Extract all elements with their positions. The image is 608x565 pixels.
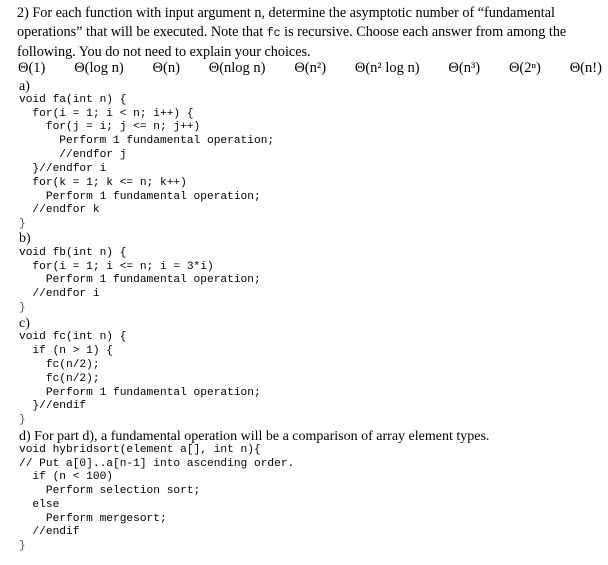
code-line: if (n > 1) {: [19, 345, 113, 357]
code-line: }: [19, 302, 26, 314]
header-line-3: following. You do not need to explain your choices.: [17, 44, 311, 60]
code-line: }: [19, 414, 26, 426]
part-d-text: d) For part d), a fundamental operation will be a comparison of array element types.: [19, 429, 490, 444]
code-line: fc(n/2);: [19, 373, 100, 385]
code-line: fc(n/2);: [19, 359, 100, 371]
code-line: for(k = 1; k <= n; k++): [19, 177, 187, 189]
code-line: //endfor j: [19, 149, 127, 161]
choice-item: Θ(n²): [294, 60, 327, 76]
code-line: void hybridsort(element a[], int n){: [19, 444, 261, 456]
header-inline-code: fc: [266, 26, 281, 40]
code-line: Perform selection sort;: [19, 485, 201, 497]
code-line: Perform mergesort;: [19, 513, 167, 525]
code-line: //endfor k: [19, 204, 100, 216]
header-line-2-pre: operations” that will be executed. Note that: [17, 23, 267, 40]
code-line: //endif: [19, 526, 80, 538]
choice-item: Θ(n): [152, 60, 180, 76]
code-line: }//endif: [19, 400, 87, 412]
code-line: Perform 1 fundamental operation;: [19, 135, 275, 147]
choice-item: Θ(nlog n): [208, 60, 266, 76]
code-line: }: [19, 540, 26, 552]
code-line: else: [19, 499, 60, 511]
code-line: void fc(int n) {: [19, 331, 127, 343]
code-line: for(i = 1; i <= n; i = 3*i): [19, 261, 214, 273]
code-line: for(j = i; j <= n; j++): [19, 121, 201, 133]
header-line-1: 2) For each function with input argument n, determine the asymptotic number of “fundamental: [17, 5, 555, 21]
choice-item: Θ(n!): [569, 60, 602, 76]
code-line: }//endfor i: [19, 163, 107, 175]
choice-item: Θ(log n): [74, 60, 124, 76]
code-line: void fb(int n) {: [19, 247, 127, 259]
code-line: if (n < 100): [19, 471, 113, 483]
code-line: for(i = 1; i < n; i++) {: [19, 108, 194, 120]
code-line: // Put a[0]..a[n-1] into ascending order.: [19, 458, 295, 470]
choice-item: Θ(n³): [448, 60, 481, 76]
part-b-label: b): [19, 231, 31, 246]
choice-item: Θ(1): [18, 60, 46, 76]
code-line: //endfor i: [19, 288, 100, 300]
code-line: Perform 1 fundamental operation;: [19, 274, 261, 286]
part-a-label: a): [19, 79, 30, 94]
question-header: [17, 4, 597, 62]
code-line: }: [19, 218, 26, 230]
choice-item: Θ(2ⁿ): [508, 60, 541, 76]
choice-item: Θ(n² log n): [354, 60, 420, 76]
complexity-choices: [18, 60, 602, 77]
code-line: Perform 1 fundamental operation;: [19, 191, 261, 203]
code-line: Perform 1 fundamental operation;: [19, 387, 261, 399]
header-line-2: [17, 23, 597, 44]
part-c-label: c): [19, 316, 30, 331]
header-line-2-post: is recursive. Choose each answer from among the: [280, 23, 567, 40]
code-line: void fa(int n) {: [19, 94, 127, 106]
